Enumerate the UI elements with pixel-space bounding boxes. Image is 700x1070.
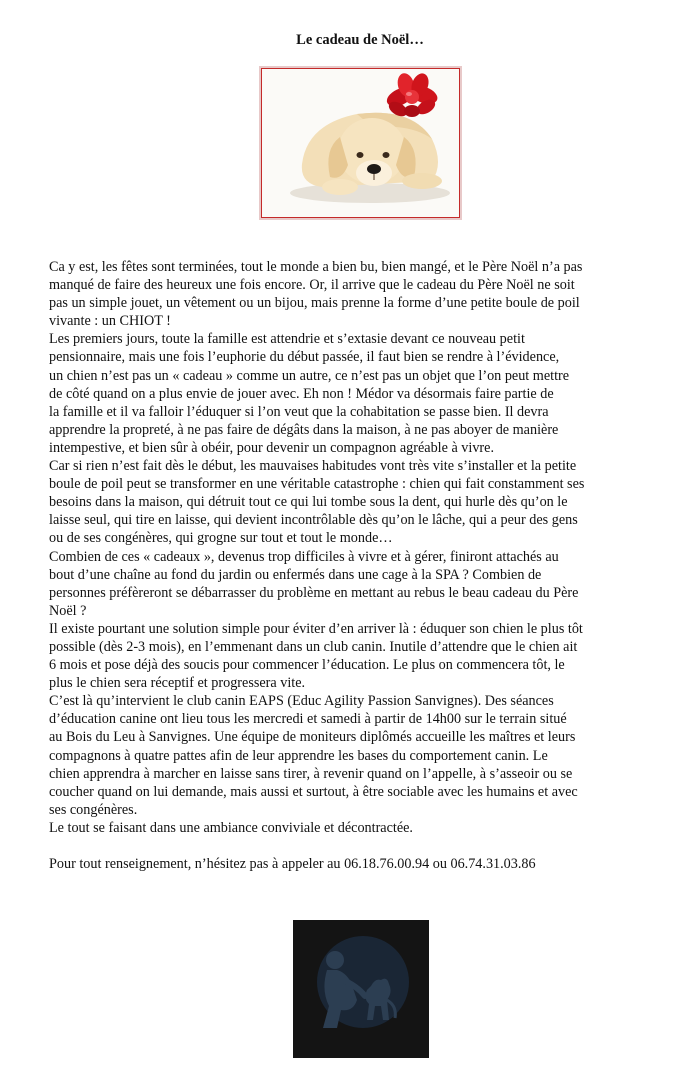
body-line: manqué de faire des heureux une fois encore. Or, il arrive que le cadeau du Père Noël ne soit — [49, 277, 575, 294]
body-line: un chien n’est pas un « cadeau » comme un autre, ce n’est pas un objet que l’on peut mettre — [49, 367, 570, 384]
body-line: chien apprendra à marcher en laisse sans tirer, à revenir quand on l’appelle, à s’asseoir ou se — [49, 765, 573, 782]
body-line: de côté quand on a plus envie de jouer avec. Eh non ! Médor va désormais faire partie de — [49, 385, 554, 402]
body-line: intempestive, et bien sûr à obéir, pour devenir un compagnon agréable à vivre. — [49, 439, 495, 456]
body-line: Les premiers jours, toute la famille est attendrie et s’extasie devant ce nouveau petit — [49, 331, 525, 348]
body-line: Le tout se faisant dans une ambiance conviviale et décontractée. — [49, 819, 413, 836]
body-line: ou de ses congénères, qui grogne sur tout et tout le monde… — [49, 530, 393, 547]
body-line: personnes préfèreront se débarrasser du problème en mettant au rebus le beau cadeau du Père — [49, 584, 579, 601]
body-line: la famille et il va falloir l’éduquer si l’on veut que la cohabitation se passe bien. Il devra — [49, 403, 549, 420]
body-line: coucher quand on lui demande, mais aussi et surtout, à être sociable avec les humains et avec — [49, 783, 578, 800]
contact-line: Pour tout renseignement, n’hésitez pas à appeler au 06.18.76.00.94 ou 06.74.31.03.86 — [49, 856, 536, 873]
body-line: Noël ? — [49, 602, 87, 619]
body-line: Ca y est, les fêtes sont terminées, tout le monde a bien bu, bien mangé, et le Père Noël n’a pas — [49, 259, 583, 275]
body-line: Il existe pourtant une solution simple pour éviter d’en arriver là : éduquer son chien le plus tôt — [49, 620, 583, 637]
body-line: pensionnaire, mais une fois l’euphorie du début passée, il faut bien se rendre à l’évidence, — [49, 349, 560, 366]
puppy-photo — [261, 68, 460, 218]
body-line: bout d’une chaîne au fond du jardin ou enfermés dans une cage à la SPA ? Combien de — [49, 566, 542, 583]
body-line: possible (dès 2-3 mois), en l’emmenant dans un club canin. Inutile d’attendre que le chien ait — [49, 638, 578, 655]
puppy-with-bow-illustration — [262, 69, 459, 217]
body-line: C’est là qu’intervient le club canin EAPS (Educ Agility Passion Sanvignes). Des séances — [49, 693, 554, 710]
body-line: Car si rien n’est fait dès le début, les mauvaises habitudes vont très vite s’installer et la petite — [49, 458, 577, 475]
body-line: 6 mois et pose déjà des soucis pour commencer l’éducation. Le plus on commencera tôt, le — [49, 657, 565, 674]
body-line: ses congénères. — [49, 801, 138, 818]
body-line: compagnons à quatre pattes afin de leur apprendre les bases du comportement canin. Le — [49, 747, 548, 764]
body-line: plus le chien sera réceptif et progressera vite. — [49, 675, 306, 692]
body-line: Combien de ces « cadeaux », devenus trop difficiles à vivre et à gérer, finiront attachés au — [49, 548, 559, 565]
article-body — [49, 258, 679, 873]
body-line: apprendre la propreté, à ne pas faire de dégâts dans la maison, à ne pas aboyer de manière — [49, 421, 559, 438]
document-title: Le cadeau de Noël… — [296, 32, 424, 48]
body-line: besoins dans la maison, qui détruit tout ce qui lui tombe sous la dent, qui hurle dès qu’on le — [49, 494, 568, 511]
body-line: boule de poil peut se transformer en une véritable catastrophe : chien qui fait constamment ses — [49, 476, 585, 493]
body-line: d’éducation canine ont lieu tous les mercredi et samedi à partir de 14h00 sur le terrain situé — [49, 711, 567, 728]
club-logo — [293, 920, 429, 1058]
paragraph-spacer — [49, 837, 679, 855]
person-with-dog-icon — [293, 920, 429, 1058]
body-line: pas un simple jouet, un vêtement ou un bijou, mais prenne la forme d’une petite boule de poil — [49, 295, 580, 312]
body-line: au Bois du Leu à Sanvignes. Une équipe de moniteurs diplômés accueille les maîtres et leurs — [49, 729, 576, 746]
body-line: laisse seul, qui tire en laisse, qui devient incontrôlable dès qu’on le lâche, qui a peur des gens — [49, 512, 578, 529]
body-line: vivante : un CHIOT ! — [49, 313, 171, 330]
